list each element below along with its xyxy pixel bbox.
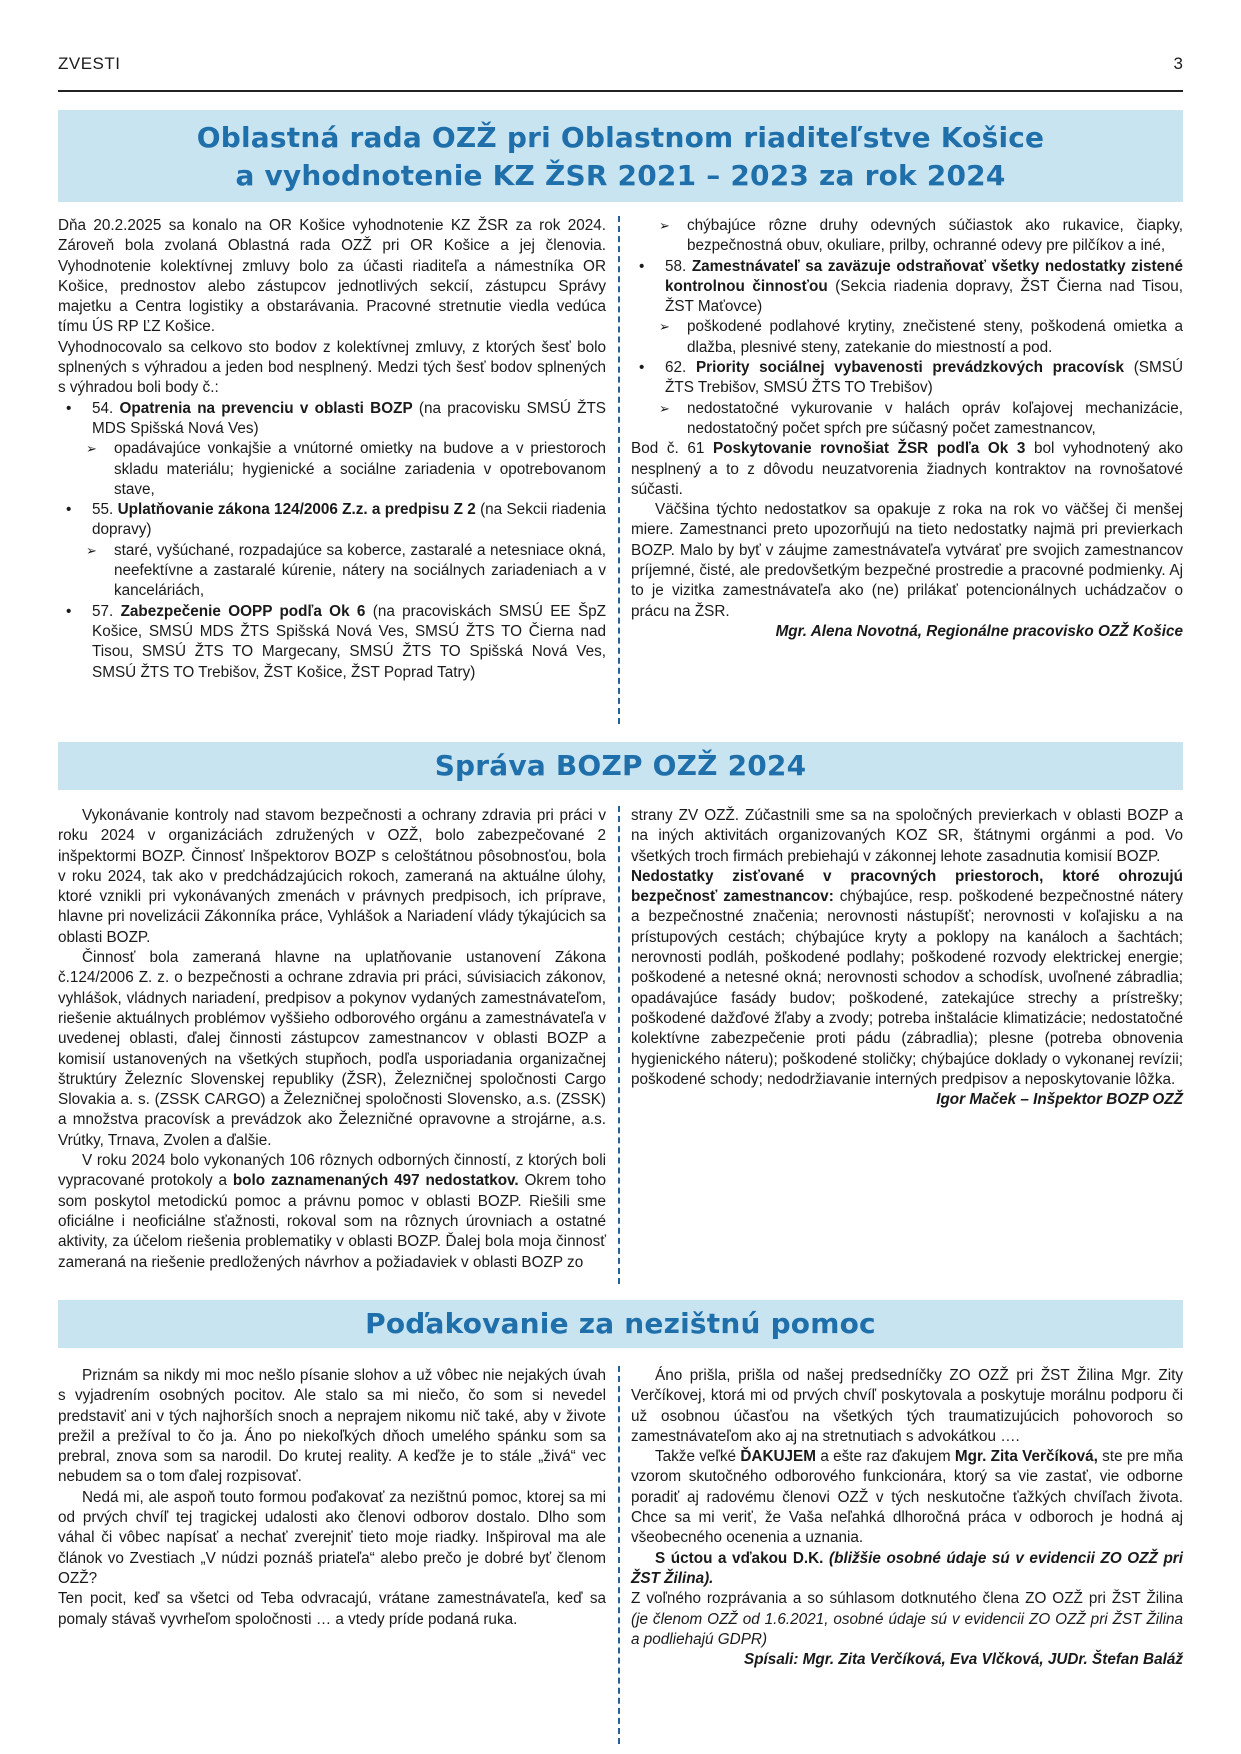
- article3-paragraph: S úctou a vďakou D.K. (bližšie osobné údaje sú v evidencii ZO OZŽ pri ŽST Žilina).: [631, 1549, 1183, 1587]
- article3-title: Poďakovanie za nezištnú pomoc: [365, 1307, 876, 1340]
- sub-list-item: ➢ poškodené podlahové krytiny, znečistené steny, poškodená omietka a dlažba, plesnivé steny, zatekanie do miestností a pod.: [659, 318, 1183, 356]
- list-item-57: • 57. Zabezpečenie OOPP podľa Ok 6 (na pracoviskách SMSÚ EE ŠpZ Košice, SMSÚ MDS ŽTS Spišská Nová Ves, SMSÚ ŽTS TO Čierna nad Tisou, SMSÚ ŽTS TO Margecany, SMSÚ ŽTS TO Spišská Nová Ves, SMSÚ ŽTS TO Trebišov, ŽST Košice, ŽST Poprad Tatry): [66, 602, 606, 681]
- article2-paragraph: Nedostatky zisťované v pracovných priestoroch, ktoré ohrozujú bezpečnosť zamestnancov: chýbajúce, resp. poškodené bezpečnostné nátery a bezpečnostné značenia; nerovnosti nástupíšť; nerovnosti v koľajisku a na prístupových cestách; chýbajúce kryty a poklopy na kanáloch a šachtách; nerovnosti podláh, poškodené podlahy; poškodené rozvody elektrickej energie; poškodené a netesné okná; nerovnosti schodov a schodísk, uvoľnené zábradlia; opadávajúce fasády budov; poškodené, zatekajúce strechy a prístrešky; poškodené dažďové žľaby a zvody; potreba inštalácie klimatizácie; nedostatočné kolektívne zabezpečenie proti pádu (zábradlia); plesne (potreba obnovenia hygienického náteru); poškodené stoličky; chýbajúce doklady o vykonanej revízii; poškodené schody; nedodržiavanie interných predpisov a neposkytovanie lôžka.: [631, 867, 1183, 1088]
- article1-paragraph: Bod č. 61 Poskytovanie rovnošiat ŽSR podľa Ok 3 bol vyhodnotený ako nesplnený a to z dôvodu neuzatvorenia žiadnych kontraktov na rovnošatové súčasti.: [631, 440, 1184, 498]
- list-item-58: • 58. Zamestnávateľ sa zaväzuje odstraňovať všetky nedostatky zistené kontrolnou činnosťou (Sekcia riadenia dopravy, ŽST Čierna nad Tisou, ŽST Maťovce): [639, 257, 1184, 316]
- sub-list-item: ➢ chýbajúce rôzne druhy odevných súčiastok ako rukavice, čiapky, bezpečnostná obuv, okuliare, prilby, ochranné odevy pre pilčíkov a iné,: [659, 217, 1183, 255]
- article1-title-line1: Oblastná rada OZŽ pri Oblastnom riaditeľstve Košice: [196, 121, 1045, 154]
- article1-title-line2: a vyhodnotenie KZ ŽSR 2021 – 2023 za rok 2024: [235, 159, 1006, 192]
- arrow-icon: ➢: [659, 218, 670, 233]
- article1-left-column: [58, 216, 606, 683]
- article2-paragraph: Vykonávanie kontroly nad stavom bezpečnosti a ochrany zdravia pri práci v roku 2024 v organizáciách združených v OZŽ, bolo zabezpečované 2 inšpektormi BOZP. Činnosť Inšpektorov BOZP s celoštátnou pôsobnosťou, bola v roku 2024, tak ako v predchádzajúcich rokoch, zameraná na aktuálne úlohy, ktoré vznikli pri vykonávaných zmenách v právnych predpisoch, ich príprave, hlavne pri novelizácii Zákonníka práce, Vyhlášok a Nariadení vlády týkajúcich sa oblasti BOZP.: [58, 807, 606, 946]
- article2-title-band: [58, 742, 1183, 790]
- article1-signature: Mgr. Alena Novotná, Regionálne pracovisko OZŽ Košice: [775, 622, 1183, 640]
- article3-right-column: [631, 1366, 1183, 1670]
- bullet-icon: •: [639, 359, 645, 377]
- article2-paragraph: V roku 2024 bolo vykonaných 106 rôznych odborných činností, z ktorých boli vypracované protokoly a bolo zaznamenaných 497 nedostatkov. Okrem toho som poskytol metodickú pomoc a právnu pomoc v oblasti BOZP. Riešili sme oficiálne i neoficiálne sťažnosti, rokoval som na rôznych úrovniach a ostatné aktivity, za účelom riešenia problematiky v oblasti BOZP. Ďalej bola moja činnosť zameraná na riešenie predložených návrhov a požiadaviek v oblasti BOZP zo: [58, 1152, 607, 1271]
- column-divider: [618, 1366, 620, 1744]
- page-header: [58, 52, 1183, 92]
- section-label: ZVESTI: [58, 54, 121, 73]
- column-divider: [618, 806, 620, 1284]
- article3-left-column: [58, 1366, 606, 1630]
- article1-paragraph: Vyhodnocovalo sa celkovo sto bodov z kolektívnej zmluvy, z ktorých šesť bolo splnených s výhradou a jeden bod nesplnený. Medzi tých šesť bodov splnených s výhradou boli body č.:: [58, 338, 606, 397]
- article3-paragraph: Nedá mi, ale aspoň touto formou poďakovať za nezištnú pomoc, ktorej sa mi od prvých chvíľ tej tragickej udalosti ako členovi odborov dostalo. Dlho som váhal či vôbec napísať a nechať zverejniť tieto moje riadky. Inšpiroval ma ale článok vo Zvestiach „V núdzi poznáš priateľa“ alebo prečo je dobré byť členom OZŽ?: [58, 1488, 606, 1587]
- article3-paragraph: Ten pocit, keď sa všetci od Teba odvracajú, vrátane zamestnávateľa, keď sa pomaly stávaš vyvrheľom spoločnosti … a vtedy príde podaná ruka.: [58, 1590, 606, 1628]
- sub-list-item: ➢ staré, vyšúchané, rozpadajúce sa koberce, zastaralé a netesniace okná, neefektívne a zastaralé kúrenie, nátery na sociálnych zariadeniach a v kanceláriách,: [86, 541, 606, 600]
- article3-paragraph: Z voľného rozprávania a so súhlasom dotknutého člena ZO OZŽ pri ŽST Žilina (je členom OZŽ od 1.6.2021, osobné údaje sú v evidencii ZO OZŽ pri ŽST Žilina a podliehajú GDPR): [631, 1590, 1183, 1648]
- bullet-icon: •: [66, 399, 72, 417]
- article3-paragraph: Áno prišla, prišla od našej predsedníčky ZO OZŽ pri ŽST Žilina Mgr. Zity Verčíkovej, ktorá mi od prvých chvíľ poskytovala a poskytuje morálnu podporu či už osobnou účasťou na všetkých tých traumatizujúcich pohovoroch so zamestnávateľom ako aj na stretnutiach s advokátkou ….: [631, 1367, 1183, 1445]
- article2-left-column: [58, 806, 606, 1273]
- arrow-icon: ➢: [86, 542, 97, 558]
- bullet-icon: •: [66, 501, 72, 519]
- article3-paragraph: Priznám sa nikdy mi moc nešlo písanie slohov a už vôbec nie nejakých úvah s vyjadrením osobných pocitov. Ale stalo sa mi niečo, čo som si nevedel predstaviť ani v tých najhorších snoch a neprajem nikomu nič také, aby v živote prežil a prežíval to čo ja. Áno po niekoľkých dňoch umelého spánku som sa prebral, znova som sa narodil. Do krutej reality. A keďže je to stále „živá“ vec nebudem sa o tom ďalej rozpisovať.: [58, 1367, 606, 1486]
- article2-paragraph: Činnosť bola zameraná hlavne na uplatňovanie ustanovení Zákona č.124/2006 Z. z. o bezpečnosti a ochrane zdravia pri práci, súvisiacich zákonov, vyhlášok, vládnych nariadení, predpisov a pokynov vydaných zamestnávateľom, riešenie aktuálnych problémov vyššieho odborového orgánu a zamestnávateľa v uvedenej oblasti, ďalej činnosti zástupcov zamestnancov v oblasti BOZP a komisií ustanovených na všetkých stupňoch, podľa usporiadania organizačnej štruktúry Železníc Slovenskej republiky (ŽSR), Železničnej spoločnosti Cargo Slovakia a. s. (ZSSK CARGO) a Železničnej spoločnosti Slovensko, a.s. (ZSSK) a množstva pracovísk a prevádzok ako Železničné opravovne a strojárne, a.s. Vrútky, Trnava, Zvolen a ďalšie.: [58, 949, 606, 1149]
- bullet-icon: •: [639, 257, 645, 275]
- page-number: 3: [1173, 54, 1183, 73]
- arrow-icon: ➢: [86, 441, 97, 457]
- bullet-icon: •: [66, 602, 72, 620]
- article3-paragraph: Takže veľké ĎAKUJEM a ešte raz ďakujem Mgr. Zita Verčíková, ste pre mňa vzorom skutočného odborového funkcionára, ktorý sa vie zastať, vie odborne poradiť aj radovému členovi OZŽ v tých neskutočne ťažkých chvíľach života. Chce sa mi veriť, že Vaša neľahká dlhoročná práca v odboroch je hodná aj všeobecného ocenenia a uznania.: [631, 1448, 1184, 1547]
- article1-title-band: [58, 110, 1183, 202]
- arrow-icon: ➢: [659, 319, 670, 335]
- column-divider: [618, 216, 620, 724]
- article1-paragraph: Väčšina týchto nedostatkov sa opakuje z roka na rok vo väčšej či menšej miere. Zamestnanci preto upozorňujú na tieto nedostatky najmä pri previerkach BOZP. Malo by byť v záujme zamestnávateľa vytvárať pre svojich zamestnancov príjemné, čisté, ale predovšetkým bezpečné prostredie a pracovné podmienky. Aj to je vizitka zamestnávateľa ako (ne) prilákať potencionálnych uchádzačov o prácu na ŽSR.: [631, 501, 1183, 620]
- article3-title-band: [58, 1300, 1183, 1348]
- list-item-55: • 55. Uplatňovanie zákona 124/2006 Z.z. a predpisu Z 2 (na Sekcii riadenia dopravy): [66, 501, 607, 539]
- sub-list-item: ➢ nedostatočné vykurovanie v halách opráv koľajovej mechanizácie, nedostatočný počet spŕch pre súčasný počet zamestnancov,: [659, 399, 1183, 437]
- article2-signature: Igor Maček – Inšpektor BOZP OZŽ: [936, 1091, 1183, 1109]
- list-item-62: • 62. Priority sociálnej vybavenosti prevádzkových pracovísk (SMSÚ ŽTS Trebišov, SMSÚ ŽTS TO Trebišov): [639, 359, 1183, 397]
- article2-right-column: [631, 806, 1183, 1284]
- article3-signature: Spísali: Mgr. Zita Verčíková, Eva Vlčková, JUDr. Štefan Baláž: [744, 1651, 1183, 1669]
- arrow-icon: ➢: [659, 400, 670, 416]
- article2-paragraph: strany ZV OZŽ. Zúčastnili sme sa na spoločných previerkach v oblasti BOZP a na iných aktivitách organizovaných KOZ SR, štátnymi orgánmi a pod. Vo všetkých troch firmách prebiehajú v zákonnej lehote zasadnutia komisií BOZP.: [631, 807, 1183, 865]
- article1-right-column: [631, 216, 1183, 642]
- list-item-54: • 54. Opatrenia na prevenciu v oblasti BOZP (na pracovisku SMSÚ ŽTS MDS Spišská Nová Ves): [66, 399, 607, 437]
- article1-paragraph: Dňa 20.2.2025 sa konalo na OR Košice vyhodnotenie KZ ŽSR za rok 2024. Zároveň bola zvolaná Oblastná rada OZŽ pri OR Košice a jej členovia. Vyhodnotenie kolektívnej zmluvy bolo za účasti riaditeľa a námestníka OR Košice, prednostov alebo zástupcov jednotlivých sekcií, zástupcu Správy majetku a Centra logistiky a obstarávania. Pracovné stretnutie viedla vedúca tímu ÚS RP ĽZ Košice.: [58, 217, 606, 336]
- sub-list-item: ➢ opadávajúce vonkajšie a vnútorné omietky na budove a v priestoroch skladu materiálu; hygienické a sociálne zariadenia v opotrebovanom stave,: [86, 440, 606, 498]
- article2-title: Správa BOZP OZŽ 2024: [434, 749, 807, 782]
